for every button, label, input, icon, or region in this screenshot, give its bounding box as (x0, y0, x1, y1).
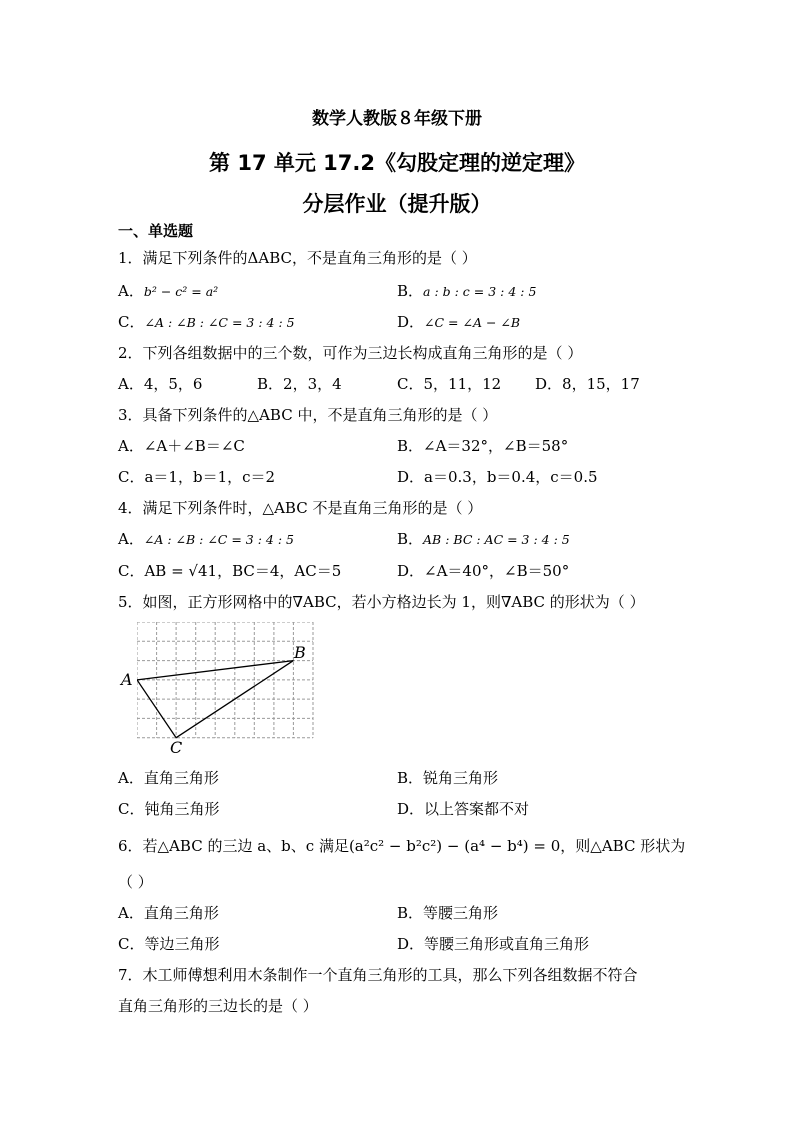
q6-stem: 6．若△ABC 的三边 a、b、c 满足(a²c² − b²c²) − (a⁴ − b⁴) = 0，则△ABC 形状为 (118, 837, 686, 855)
q5-vertex-a-label: A (121, 670, 133, 689)
q5-option-c: C．钝角三角形 (118, 800, 220, 818)
q4-option-b-text: AB : BC : AC = 3 : 4 : 5 (423, 532, 570, 547)
q6-option-a: A．直角三角形 (118, 904, 219, 922)
q5-vertex-c-label: C (170, 738, 183, 757)
q7-stem-line2: 直角三角形的三边长的是（ ） (118, 997, 318, 1015)
q4-stem: 4．满足下列条件时，△ABC 不是直角三角形的是（ ） (118, 499, 483, 517)
q3-option-d: D．a＝0.3，b＝0.4，c＝0.5 (397, 468, 598, 486)
q4-option-d: D．∠A＝40°，∠B＝50° (397, 562, 570, 580)
q5-grid-figure (137, 622, 317, 757)
q2-option-b: B．2，3，4 (257, 375, 342, 393)
q1-option-c-text: ∠A : ∠B : ∠C = 3 : 4 : 5 (144, 315, 295, 330)
q4-option-c: C．AB = √41，BC＝4，AC＝5 (118, 562, 342, 580)
q6-option-c: C．等边三角形 (118, 935, 220, 953)
q3-option-a: A．∠A＋∠B＝∠C (118, 437, 245, 455)
q5-option-d: D．以上答案都不对 (397, 800, 530, 818)
q5-stem: 5．如图，正方形网格中的∇ABC，若小方格边长为 1，则∇ABC 的形状为（ ） (118, 593, 645, 611)
q7-stem-line1: 7．木工师傅想利用木条制作一个直角三角形的工具，那么下列各组数据不符合 (118, 966, 638, 984)
q4-option-a-label: A． (118, 530, 144, 548)
q1-option-a-text: b² − c² = a² (143, 284, 219, 299)
q4-option-a (118, 529, 294, 550)
page-title: 数学人教版８年级下册 (312, 109, 482, 129)
q5-option-a: A．直角三角形 (118, 769, 219, 787)
unit-title: 第 17 单元 17.2《勾股定理的逆定理》 (209, 151, 585, 175)
q1-option-b (397, 281, 536, 302)
q1-option-d (397, 312, 520, 333)
q2-option-c: C．5，11，12 (397, 375, 502, 393)
q1-option-c (118, 312, 295, 333)
page-subtitle: 分层作业（提升版） (302, 192, 492, 216)
q5-option-b: B．锐角三角形 (397, 769, 499, 787)
q3-option-c: C．a＝1，b＝1，c＝2 (118, 468, 276, 486)
q2-option-a: A．4，5，6 (118, 375, 203, 393)
q2-stem: 2．下列各组数据中的三个数，可作为三边长构成直角三角形的是（ ） (118, 344, 583, 362)
q6-option-b: B．等腰三角形 (397, 904, 499, 922)
q4-option-a-text: ∠A : ∠B : ∠C = 3 : 4 : 5 (143, 532, 294, 547)
q4-option-b-label: B． (397, 530, 424, 548)
q1-option-a-label: A． (118, 282, 144, 300)
q1-option-c-label: C． (118, 313, 145, 331)
q4-option-b (397, 529, 570, 550)
section-heading: 一、单选题 (118, 222, 194, 240)
q3-stem: 3．具备下列条件的△ABC 中，不是直角三角形的是（ ） (118, 406, 498, 424)
q1-option-b-label: B． (397, 282, 424, 300)
q1-option-a (118, 281, 218, 302)
q3-option-b: B．∠A＝32°，∠B＝58° (397, 437, 569, 455)
q2-option-d: D．8，15，17 (535, 375, 640, 393)
q6-answer-paren: （ ） (118, 873, 153, 891)
grid-lines (137, 622, 313, 738)
q1-option-d-label: D． (397, 313, 425, 331)
q5-vertex-b-label: B (294, 643, 306, 662)
q1-option-b-text: a : b : c = 3 : 4 : 5 (423, 284, 537, 299)
q6-option-d: D．等腰三角形或直角三角形 (397, 935, 590, 953)
q1-stem: 1．满足下列条件的ΔABC，不是直角三角形的是（ ） (118, 249, 477, 267)
q1-option-d-text: ∠C = ∠A − ∠B (424, 315, 521, 330)
